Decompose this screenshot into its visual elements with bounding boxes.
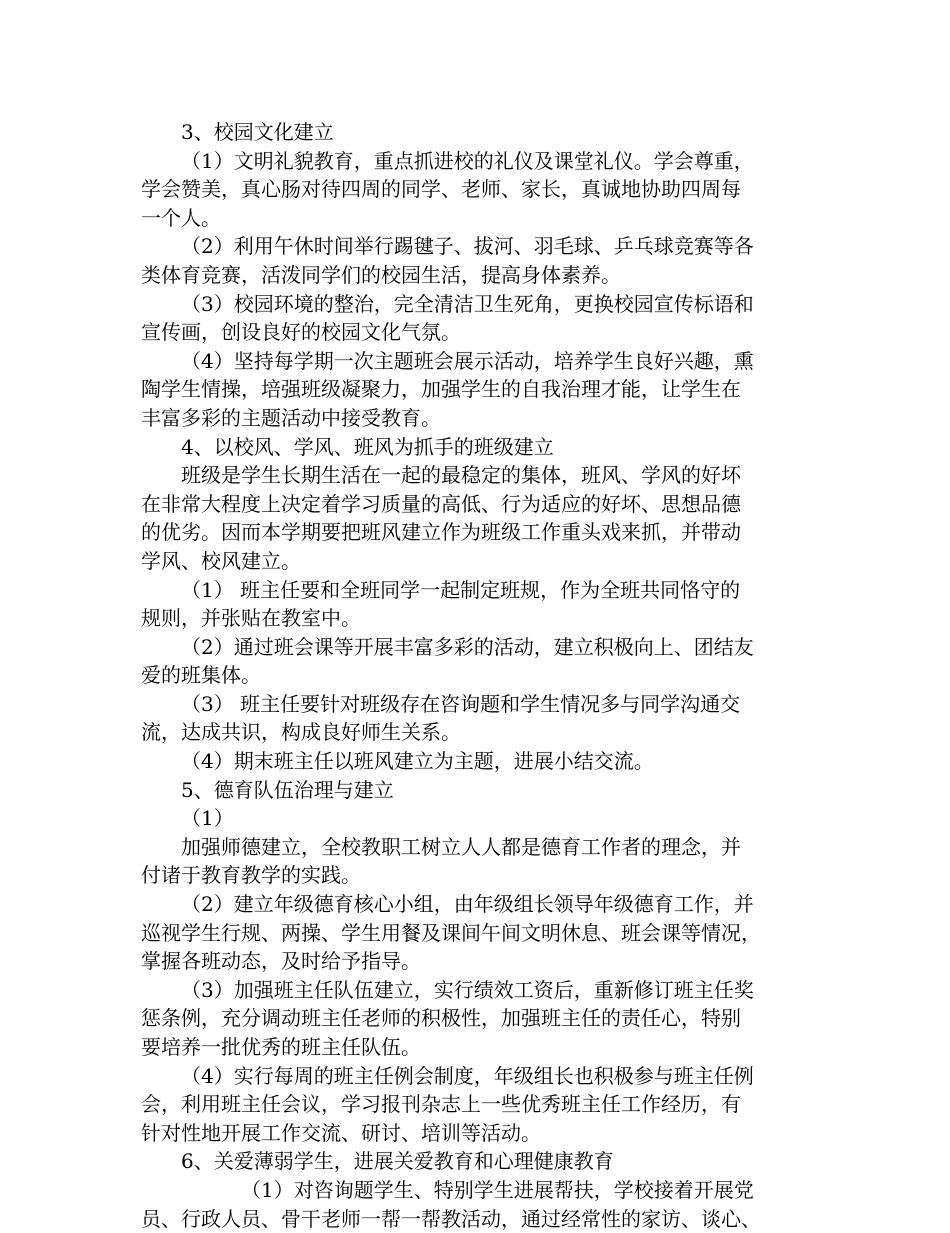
- paragraph-line: （3） 班主任要针对班级存在咨询题和学生情况多与同学沟通交: [181, 691, 741, 716]
- section-heading: 5、德育队伍治理与建立: [181, 777, 394, 802]
- paragraph-line: 要培养一批优秀的班主任队伍。: [141, 1035, 421, 1059]
- paragraph-line: （3）校园环境的整治，完全清洁卫生死角，更换校园宣传标语和: [181, 291, 754, 316]
- paragraph-line: 加强师德建立，全校教职工树立人人都是德育工作者的理念，并: [181, 834, 741, 859]
- paragraph-line: 学会赞美，真心肠对待四周的同学、老师、家长，真诚地协助四周每: [141, 177, 741, 202]
- paragraph-line: （1）文明礼貌教育，重点抓进校的礼仪及课堂礼仪。学会尊重，: [181, 148, 754, 173]
- section-heading: 6、关爱薄弱学生，进展关爱教育和心理健康教育: [181, 1149, 614, 1174]
- section-heading: 4、以校风、学风、班风为抓手的班级建立: [181, 434, 554, 459]
- paragraph-line: 爱的班集体。: [141, 663, 261, 688]
- paragraph-line: （4）实行每周的班主任例会制度，年级组长也积极参与班主任例: [181, 1063, 754, 1088]
- paragraph-line: 类体育竞赛，活泼同学们的校园生活，提高身体素养。: [141, 262, 621, 287]
- paragraph-line: （1） 班主任要和全班同学一起制定班规，作为全班共同恪守的: [181, 577, 741, 602]
- paragraph-line: （4）期末班主任以班风建立为主题，进展小结交流。: [181, 749, 654, 774]
- paragraph-line: 流，达成共识，构成良好师生关系。: [141, 720, 461, 745]
- paragraph-line: 学风、校风建立。: [141, 548, 301, 573]
- paragraph-line: （3）加强班主任队伍建立，实行绩效工资后，重新修订班主任奖: [181, 977, 754, 1002]
- paragraph-line: 巡视学生行规、两操、学生用餐及课间午间文明休息、班会课等情况，: [141, 920, 761, 945]
- paragraph-line: 规则，并张贴在教室中。: [141, 606, 361, 631]
- paragraph-line: 惩条例，充分调动班主任老师的积极性，加强班主任的责任心，特别: [141, 1006, 741, 1031]
- paragraph-line: 的优劣。因而本学期要把班风建立作为班级工作重头戏来抓，并带动: [141, 520, 741, 545]
- paragraph-line: （1）对咨询题学生、特别学生进展帮扶，学校接着开展党: [241, 1177, 754, 1202]
- paragraph-line: 付诸于教育教学的实践。: [141, 863, 361, 888]
- paragraph-line: 班级是学生长期生活在一起的最稳定的集体，班风、学风的好坏: [181, 463, 741, 488]
- paragraph-line: （1）: [181, 806, 234, 831]
- paragraph-line: 丰富多彩的主题活动中接受教育。: [141, 405, 441, 430]
- paragraph-line: 会，利用班主任会议，学习报刊杂志上一些优秀班主任工作经历，有: [141, 1092, 741, 1117]
- paragraph-line: 员、行政人员、骨干老师一帮一帮教活动，通过经常性的家访、谈心、: [141, 1206, 761, 1231]
- paragraph-line: （2）建立年级德育核心小组，由年级组长领导年级德育工作，并: [181, 892, 754, 917]
- paragraph-line: （2）通过班会课等开展丰富多彩的活动，建立积极向上、团结友: [181, 634, 754, 659]
- paragraph-line: （4）坚持每学期一次主题班会展示活动，培养学生良好兴趣，熏: [181, 348, 754, 373]
- paragraph-line: 一个人。: [141, 205, 221, 230]
- paragraph-line: 在非常大程度上决定着学习质量的高低、行为适应的好坏、思想品德: [141, 491, 741, 516]
- paragraph-line: 掌握各班动态，及时给予指导。: [141, 949, 421, 974]
- paragraph-line: 针对性地开展工作交流、研讨、培训等活动。: [141, 1120, 541, 1145]
- paragraph-line: 宣传画，创设良好的校园文化气氛。: [141, 320, 461, 345]
- section-heading: 3、校园文化建立: [181, 120, 334, 144]
- document-body: [141, 118, 831, 1233]
- paragraph-line: 陶学生情操，培强班级凝聚力，加强学生的自我治理才能，让学生在: [141, 377, 741, 402]
- paragraph-line: （2）利用午休时间举行踢毽子、拔河、羽毛球、乒乓球竞赛等各: [181, 234, 754, 259]
